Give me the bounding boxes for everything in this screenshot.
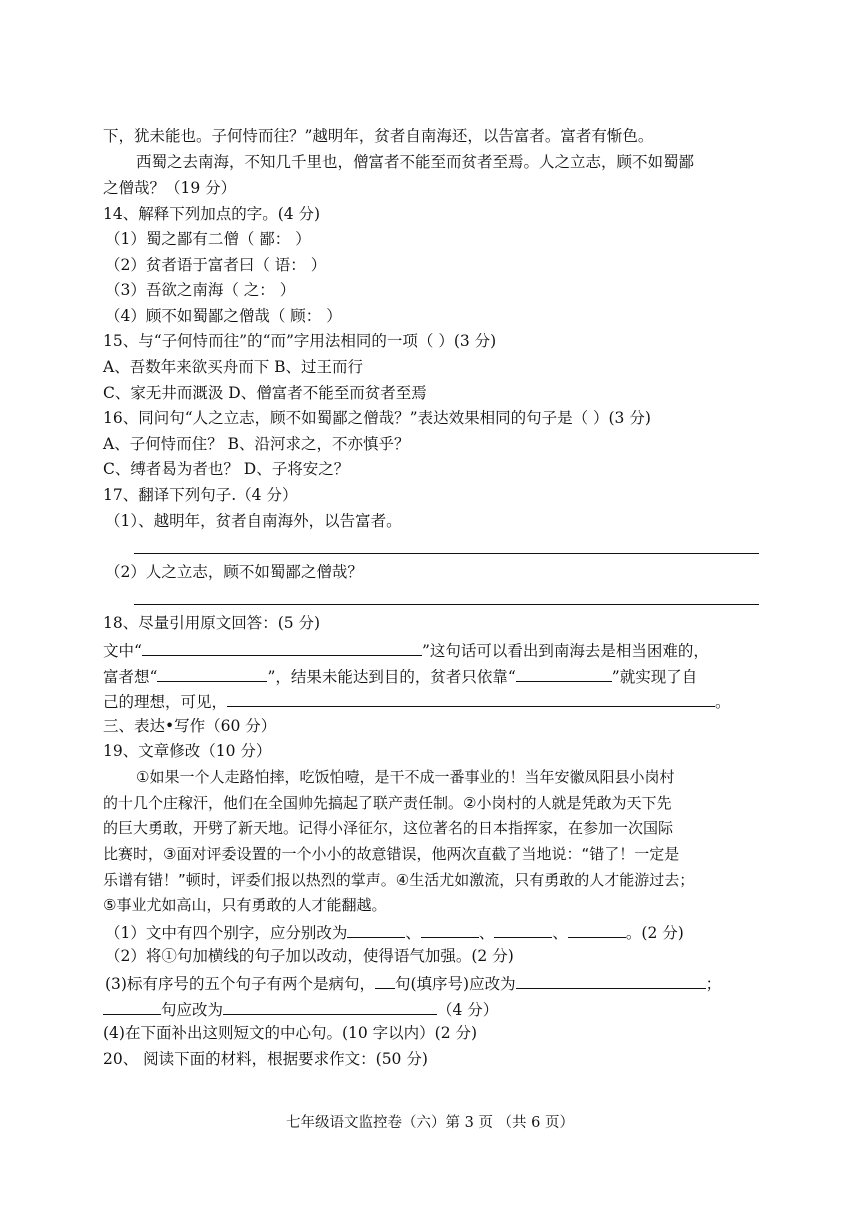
- question-16-options-cd: C、缚者曷为者也？ D、子将安之？: [103, 460, 350, 478]
- text-segment: 、: [405, 924, 421, 942]
- question-19-sub: [105, 972, 721, 994]
- passage-line: 的十几个庄稼汗，他们在全国帅先搞起了联产责任制。②小岗村的人就是凭敢为天下先: [103, 794, 672, 812]
- passage-line: 的巨大勇敢，开劈了新天地。记得小泽征尔，这位著名的日本指挥家，在参加一次国际: [103, 819, 674, 837]
- text-segment: ”这句话可以看出到南海去是相当困难的，: [421, 642, 709, 660]
- text-segment: 句应改为: [161, 1001, 224, 1019]
- text-segment: （1）文中有四个别字，应分别改为: [105, 924, 348, 942]
- text-segment: (3)标有序号的五个句子有两个是病句，: [105, 975, 375, 993]
- question-18-line: [103, 639, 709, 661]
- question-19-sub: （2）将①句加横线的句子加以改动，使得语气加强。(2 分): [105, 947, 514, 965]
- section-heading: 三、表达•写作（60 分）: [103, 717, 277, 735]
- text-segment: ”，结果未能达到目的，贫者只依靠“: [267, 668, 516, 686]
- text-segment: 文中“: [103, 642, 142, 660]
- answer-blank[interactable]: [347, 921, 405, 938]
- text-segment: 、: [552, 924, 568, 942]
- question-15-title: 15、与“子何恃而往”的“而”字用法相同的一项（ ）(3 分): [103, 332, 497, 350]
- text-segment: （4 分）: [437, 1001, 499, 1019]
- passage-line: 比赛时，③面对评委设置的一个小小的故意错误，他两次直截了当地说：“错了！一定是: [103, 845, 680, 863]
- question-17-title: 17、翻译下列句子.（4 分）: [103, 486, 298, 504]
- passage-line: 下，犹未能也。子何恃而往？”越明年，贫者自南海还，以告富者。富者有惭色。: [103, 127, 654, 145]
- text-segment: 。(2 分): [625, 924, 684, 942]
- text-segment: ”就实现了自: [611, 668, 698, 686]
- passage-line: 乐谱有错！”顿时，评委们报以热烈的掌声。④生活尤如激流，只有勇敢的人才能游过去；: [103, 871, 695, 889]
- question-14-item: （4）顾不如蜀鄙之僧哉（ 顾： ）: [105, 307, 342, 325]
- question-19-sub: [103, 998, 498, 1020]
- answer-line[interactable]: [134, 553, 759, 554]
- answer-line[interactable]: [134, 604, 759, 605]
- passage-line: 西蜀之去南海，不知几千里也，僧富者不能至而贫者至焉。人之立志，顾不如蜀鄙: [136, 153, 695, 171]
- question-14-item: （1）蜀之鄙有二僧（ 鄙： ）: [105, 230, 311, 248]
- answer-blank[interactable]: [494, 921, 552, 938]
- text-segment: 己的理想，可见，: [103, 693, 228, 711]
- question-16-title: 16、同问句“人之立志，顾不如蜀鄙之僧哉？”表达效果相同的句子是（ ）(3 分): [103, 409, 651, 427]
- answer-blank[interactable]: [516, 972, 706, 989]
- text-segment: 句(填序号)应改为: [394, 975, 516, 993]
- answer-blank[interactable]: [142, 639, 422, 656]
- answer-blank[interactable]: [223, 998, 437, 1015]
- answer-blank[interactable]: [421, 921, 479, 938]
- answer-blank[interactable]: [375, 972, 395, 989]
- passage-line: ①如果一个人走路怕摔，吃饭怕噎，是干不成一番事业的！当年安徽凤阳县小岗村: [136, 768, 675, 786]
- question-17-item: （2）人之立志，顾不如蜀鄙之僧哉？: [105, 563, 363, 581]
- question-15-options-cd: C、家无井而溉汲 D、僧富者不能至而贫者至焉: [103, 384, 427, 402]
- question-14-title: 14、解释下列加点的字。(4 分): [103, 205, 321, 223]
- question-20-title: 20、 阅读下面的材料，根据要求作文：(50 分): [103, 1050, 428, 1068]
- text-segment: ；: [705, 975, 722, 993]
- answer-blank[interactable]: [568, 921, 626, 938]
- question-14-item: （2）贫者语于富者曰（ 语： ）: [105, 256, 327, 274]
- question-18-line: [103, 665, 697, 687]
- answer-blank[interactable]: [157, 665, 267, 682]
- text-segment: 。: [715, 693, 731, 711]
- question-19-title: 19、文章修改（10 分）: [103, 742, 272, 760]
- answer-blank[interactable]: [516, 665, 612, 682]
- question-16-options-ab: A、子何恃而住？ B、沿河求之，不亦慎乎？: [103, 435, 410, 453]
- passage-line: ⑤事业尤如高山，只有勇敢的人才能翻越。: [103, 896, 387, 914]
- question-18-line: [103, 690, 731, 712]
- answer-blank[interactable]: [103, 998, 161, 1015]
- answer-blank[interactable]: [227, 690, 715, 707]
- question-17-item: （1）、越明年，贫者自南海外，以告富者。: [105, 512, 402, 530]
- question-19-sub: [105, 921, 684, 943]
- question-15-options-ab: A、吾数年来欲买舟而下 B、过王而行: [103, 358, 364, 376]
- passage-line: 之僧哉？（19 分）: [103, 179, 237, 197]
- text-segment: 、: [478, 924, 495, 942]
- text-segment: 富者想“: [103, 668, 158, 686]
- question-14-item: （3）吾欲之南海（ 之： ）: [105, 281, 296, 299]
- page-footer: 七年级语文监控卷（六）第 3 页 （共 6 页）: [286, 1115, 574, 1131]
- question-19-sub: (4)在下面补出这则短文的中心句。(10 字以内）(2 分): [103, 1024, 478, 1042]
- question-18-title: 18、尽量引用原文回答：(5 分): [103, 614, 321, 632]
